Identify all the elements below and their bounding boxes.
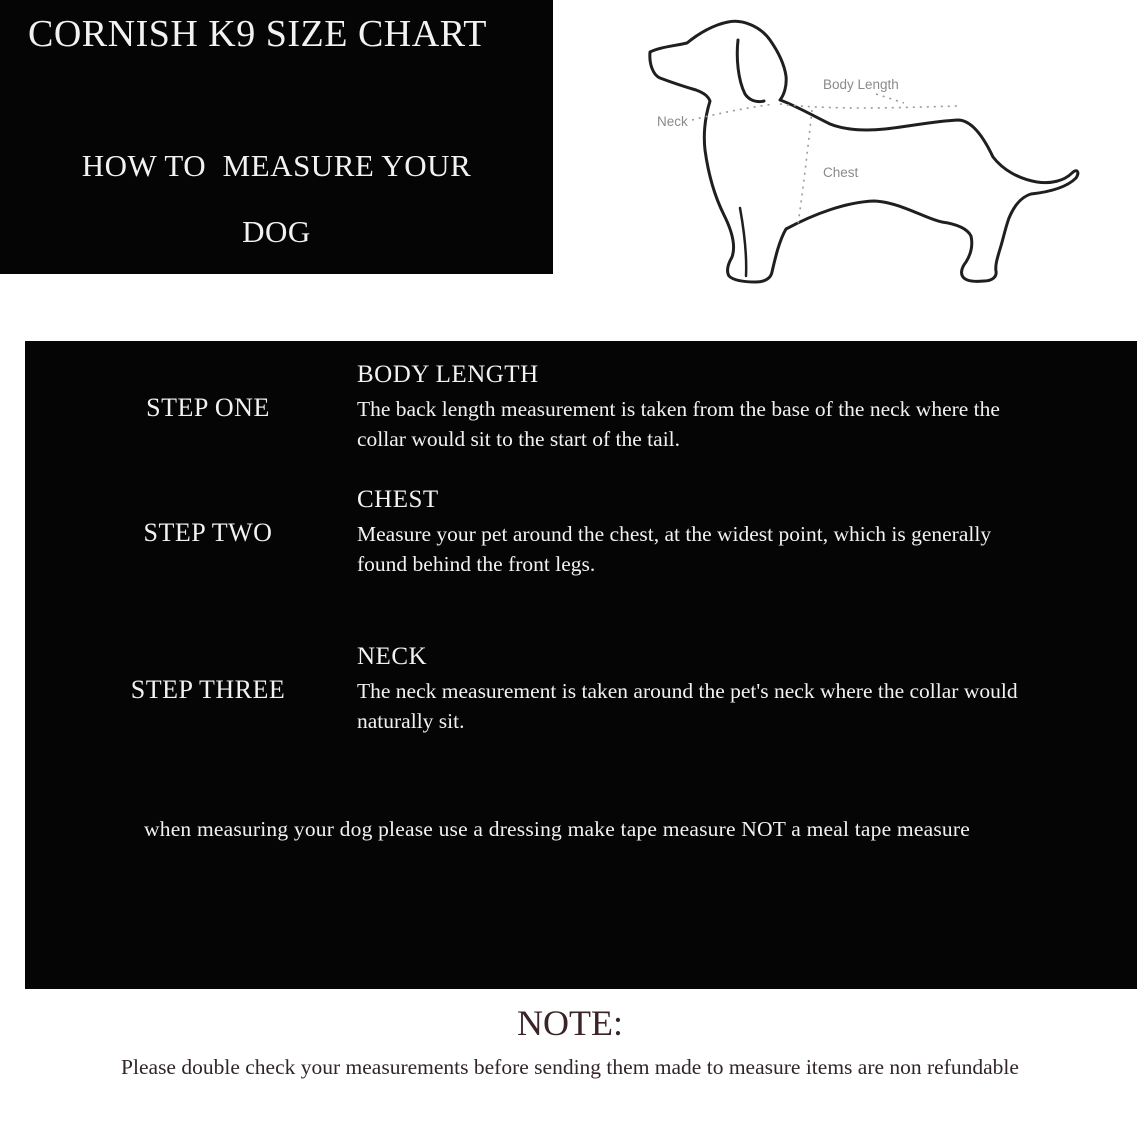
page-title: CORNISH K9 SIZE CHART <box>28 13 487 55</box>
dog-measurement-diagram <box>560 0 1140 300</box>
footer-note <box>0 1002 1140 1082</box>
footer-note-text: Please double check your measurements before sending them made to measure items are non refundable <box>121 1055 1019 1079</box>
footer-note-heading: NOTE: <box>517 1003 623 1043</box>
page-subtitle <box>0 148 553 250</box>
step-two-row <box>25 486 1137 579</box>
body-length-label: Body Length <box>823 77 899 92</box>
step-two-label: STEP TWO <box>143 517 273 547</box>
step-one-label: STEP ONE <box>146 392 270 422</box>
step-one-description: The back length measurement is taken from the base of the neck where the collar would sit to the start of the tail. <box>357 397 1000 452</box>
instructions-panel <box>25 341 1137 989</box>
step-two-description: Measure your pet around the chest, at the widest point, which is generally found behind the front legs. <box>357 522 992 577</box>
dog-outline <box>650 21 1078 282</box>
step-two-heading: CHEST <box>357 486 439 514</box>
step-two-content <box>357 486 1137 579</box>
chest-label: Chest <box>823 165 859 180</box>
step-one-content <box>357 361 1137 454</box>
page-subtitle-line1: HOW TO MEASURE YOUR <box>81 148 472 183</box>
neck-label: Neck <box>657 114 688 129</box>
step-three-label: STEP THREE <box>130 674 286 704</box>
header-panel <box>0 0 553 274</box>
step-one-row <box>25 361 1137 454</box>
tape-measure-note: when measuring your dog please use a dressing make tape measure NOT a meal tape measure <box>144 816 970 841</box>
step-one-heading: BODY LENGTH <box>357 361 539 388</box>
dog-diagram-svg <box>560 0 1140 300</box>
body-length-measure-dotted-line <box>780 104 957 108</box>
step-three-content <box>357 643 1137 736</box>
body-length-label-leader-line <box>876 94 904 103</box>
step-three-description: The neck measurement is taken around the pet's neck where the collar would naturally sit. <box>357 679 1018 734</box>
page-subtitle-line2: DOG <box>242 214 311 249</box>
step-three-heading: NECK <box>357 643 428 671</box>
step-three-row <box>25 643 1137 736</box>
